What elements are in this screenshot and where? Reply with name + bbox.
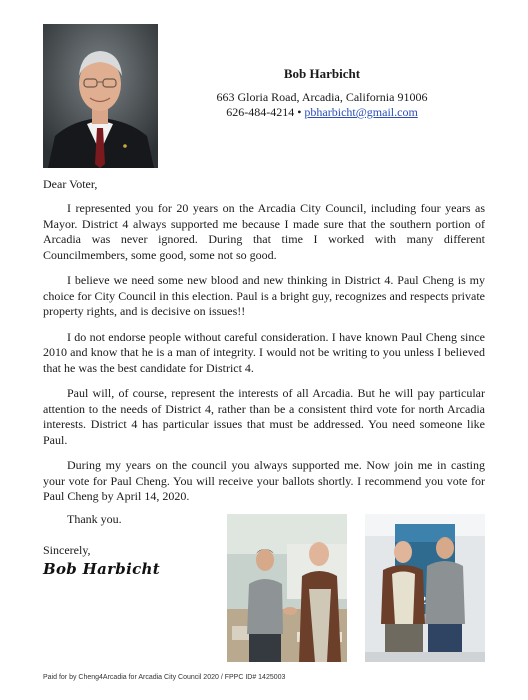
portrait-photo xyxy=(43,24,158,168)
sender-name: Bob Harbicht xyxy=(283,66,361,81)
bullet-separator: • xyxy=(297,105,302,119)
sender-address: 663 Gloria Road, Arcadia, California 91006 xyxy=(216,90,428,104)
paragraph: I do not endorse people without careful consideration. I have known Paul Cheng since 2010 and know that he is a man of integrity. I would not be writing to you unless I believed that he was the best candidate for District 4. xyxy=(43,329,485,375)
paragraph: During my years on the council you always supported me. Now join me in casting your vote for Paul Cheng. You will receive your ballots shortly. I recommend you vote for Paul Cheng by April 14, 2020. xyxy=(43,458,485,503)
closing-line: Sincerely, xyxy=(43,543,91,557)
letterhead xyxy=(172,66,472,120)
salutation: Dear Voter, xyxy=(43,177,98,191)
paragraph: I represented you for 20 years on the Arcadia City Council, including four years as Mayor. District 4 always supported me because I made sure that the southern portion of Arcadia was never ignored. During that time I worked with many different Councilmembers, some good, some not so good. xyxy=(43,201,485,262)
paid-for-disclaimer: Paid for by Cheng4Arcadia for Arcadia City Council 2020 / FPPC ID# 1425003 xyxy=(43,674,286,681)
sender-phone: 626-484-4214 xyxy=(226,105,295,119)
paragraph: I believe we need some new blood and new thinking in District 4. Paul Cheng is my choice for City Council in this election. Paul is a bright guy, recognizes and respects private property rights, and is decisive on issues!! xyxy=(43,273,485,318)
photo-standing-together xyxy=(365,514,485,662)
thank-you-line: Thank you. xyxy=(67,512,122,526)
photo-handshake xyxy=(227,514,347,662)
paragraph: Paul will, of course, represent the interests of all Arcadia. But he will pay particular attention to the needs of District 4, rather than be a consistent third vote for north Arcadia interests. District 4 has particular issues that must be addressed. You need someone like Paul. xyxy=(43,386,485,447)
sender-email-link[interactable]: pbharbicht@gmail.com xyxy=(304,105,418,119)
letter-body xyxy=(43,201,485,515)
signature: Bob Harbicht xyxy=(43,560,160,578)
sender-contact xyxy=(172,105,472,120)
